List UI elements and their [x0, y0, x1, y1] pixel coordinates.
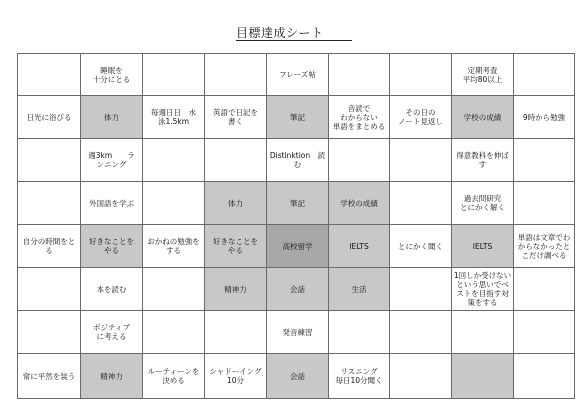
- grid-row: [18, 354, 575, 399]
- grid-row: [18, 225, 575, 268]
- goal-cell[interactable]: [390, 182, 452, 225]
- goal-cell[interactable]: 過去問研究 とにかく解く: [452, 182, 514, 225]
- goal-cell[interactable]: [514, 311, 575, 354]
- goal-cell[interactable]: [329, 139, 390, 182]
- goal-cell[interactable]: [18, 311, 81, 354]
- grid-row: [18, 139, 575, 182]
- goal-cell[interactable]: おかねの勉強を する: [143, 225, 205, 268]
- goal-cell[interactable]: [390, 54, 452, 96]
- goal-cell[interactable]: [143, 182, 205, 225]
- goal-cell-highlighted[interactable]: 高校留学: [267, 225, 329, 268]
- sheet-title: 目標達成シート: [236, 26, 324, 40]
- goal-cell[interactable]: [18, 54, 81, 96]
- goal-cell[interactable]: 定期考査 平均80以上: [452, 54, 514, 96]
- goal-cell-highlighted[interactable]: 会話: [267, 268, 329, 311]
- goal-cell-highlighted[interactable]: 好きなことを やる: [205, 225, 267, 268]
- goal-cell-highlighted[interactable]: 体力: [81, 96, 143, 139]
- goal-cell[interactable]: 音読で わからない 単語をまとめる: [329, 96, 390, 139]
- goal-cell[interactable]: [143, 311, 205, 354]
- goal-cell[interactable]: 得意教科を伸ば す: [452, 139, 514, 182]
- goal-cell[interactable]: [390, 354, 452, 399]
- goal-cell[interactable]: 日光に浴びる: [18, 96, 81, 139]
- goal-cell-highlighted[interactable]: 会話: [267, 354, 329, 399]
- goal-cell[interactable]: ポジティブ に考える: [81, 311, 143, 354]
- goal-cell[interactable]: 英語で日記を 書く: [205, 96, 267, 139]
- goal-cell[interactable]: [18, 182, 81, 225]
- goal-cell[interactable]: 単語は文章でわ からなかったと こだけ調べる: [514, 225, 575, 268]
- goal-cell-highlighted[interactable]: 生活: [329, 268, 390, 311]
- goal-cell[interactable]: [205, 311, 267, 354]
- goal-cell[interactable]: その日の ノート見返し: [390, 96, 452, 139]
- grid-row: [18, 182, 575, 225]
- goal-cell[interactable]: [452, 311, 514, 354]
- goal-cell[interactable]: リスニング 毎日10分聞く: [329, 354, 390, 399]
- goal-cell-highlighted[interactable]: 好きなことを やる: [81, 225, 143, 268]
- grid-row: [18, 96, 575, 139]
- goal-cell[interactable]: [18, 139, 81, 182]
- goal-cell-highlighted[interactable]: 学校の成績: [452, 96, 514, 139]
- goal-cell[interactable]: [205, 54, 267, 96]
- grid-row: [18, 54, 575, 96]
- goal-cell[interactable]: 毎週日日 水 泳1.5km: [143, 96, 205, 139]
- goal-cell[interactable]: [329, 54, 390, 96]
- title-underline: [236, 40, 352, 41]
- goal-cell-highlighted[interactable]: 筆記: [267, 182, 329, 225]
- goal-cell-highlighted[interactable]: 学校の成績: [329, 182, 390, 225]
- goal-cell[interactable]: 1回しか受けない という思いでベ ストを目指す対 策をする: [452, 268, 514, 311]
- goal-cell[interactable]: [143, 54, 205, 96]
- goal-cell[interactable]: [390, 268, 452, 311]
- goal-cell-highlighted[interactable]: IELTS: [329, 225, 390, 268]
- goal-cell[interactable]: ルーティーンを 決める: [143, 354, 205, 399]
- goal-cell[interactable]: [390, 139, 452, 182]
- goal-cell[interactable]: 本を読む: [81, 268, 143, 311]
- goal-cell[interactable]: 睡眠を 十分にとる: [81, 54, 143, 96]
- goal-cell[interactable]: シャドーイング 10分: [205, 354, 267, 399]
- goal-cell-highlighted[interactable]: 精神力: [81, 354, 143, 399]
- goal-cell-highlighted[interactable]: 体力: [205, 182, 267, 225]
- goal-cell[interactable]: [143, 139, 205, 182]
- goal-cell[interactable]: [329, 311, 390, 354]
- goal-cell[interactable]: とにかく聞く: [390, 225, 452, 268]
- goal-cell[interactable]: [18, 268, 81, 311]
- goal-cell[interactable]: Distinktion 読 む: [267, 139, 329, 182]
- grid-row: [18, 311, 575, 354]
- goal-cell[interactable]: 常に平然を装う: [18, 354, 81, 399]
- goal-cell[interactable]: 週3km ラ ンニング: [81, 139, 143, 182]
- goal-cell[interactable]: [205, 139, 267, 182]
- goal-cell[interactable]: 9時から勉強: [514, 96, 575, 139]
- goal-cell-highlighted[interactable]: 精神力: [205, 268, 267, 311]
- goal-grid: [17, 53, 575, 399]
- goal-cell-highlighted[interactable]: 筆記: [267, 96, 329, 139]
- goal-cell[interactable]: [514, 182, 575, 225]
- goal-cell[interactable]: [514, 139, 575, 182]
- goal-cell[interactable]: [514, 54, 575, 96]
- goal-cell[interactable]: 発音練習: [267, 311, 329, 354]
- goal-cell[interactable]: 外国語を学ぶ: [81, 182, 143, 225]
- goal-cell[interactable]: [514, 268, 575, 311]
- goal-cell[interactable]: 自分の時間をと る: [18, 225, 81, 268]
- goal-cell[interactable]: [514, 354, 575, 399]
- goal-cell[interactable]: フレーズ帖: [267, 54, 329, 96]
- goal-cell[interactable]: [143, 268, 205, 311]
- goal-cell-highlighted[interactable]: [452, 354, 514, 399]
- goal-cell-highlighted[interactable]: IELTS: [452, 225, 514, 268]
- grid-row: [18, 268, 575, 311]
- goal-cell[interactable]: [390, 311, 452, 354]
